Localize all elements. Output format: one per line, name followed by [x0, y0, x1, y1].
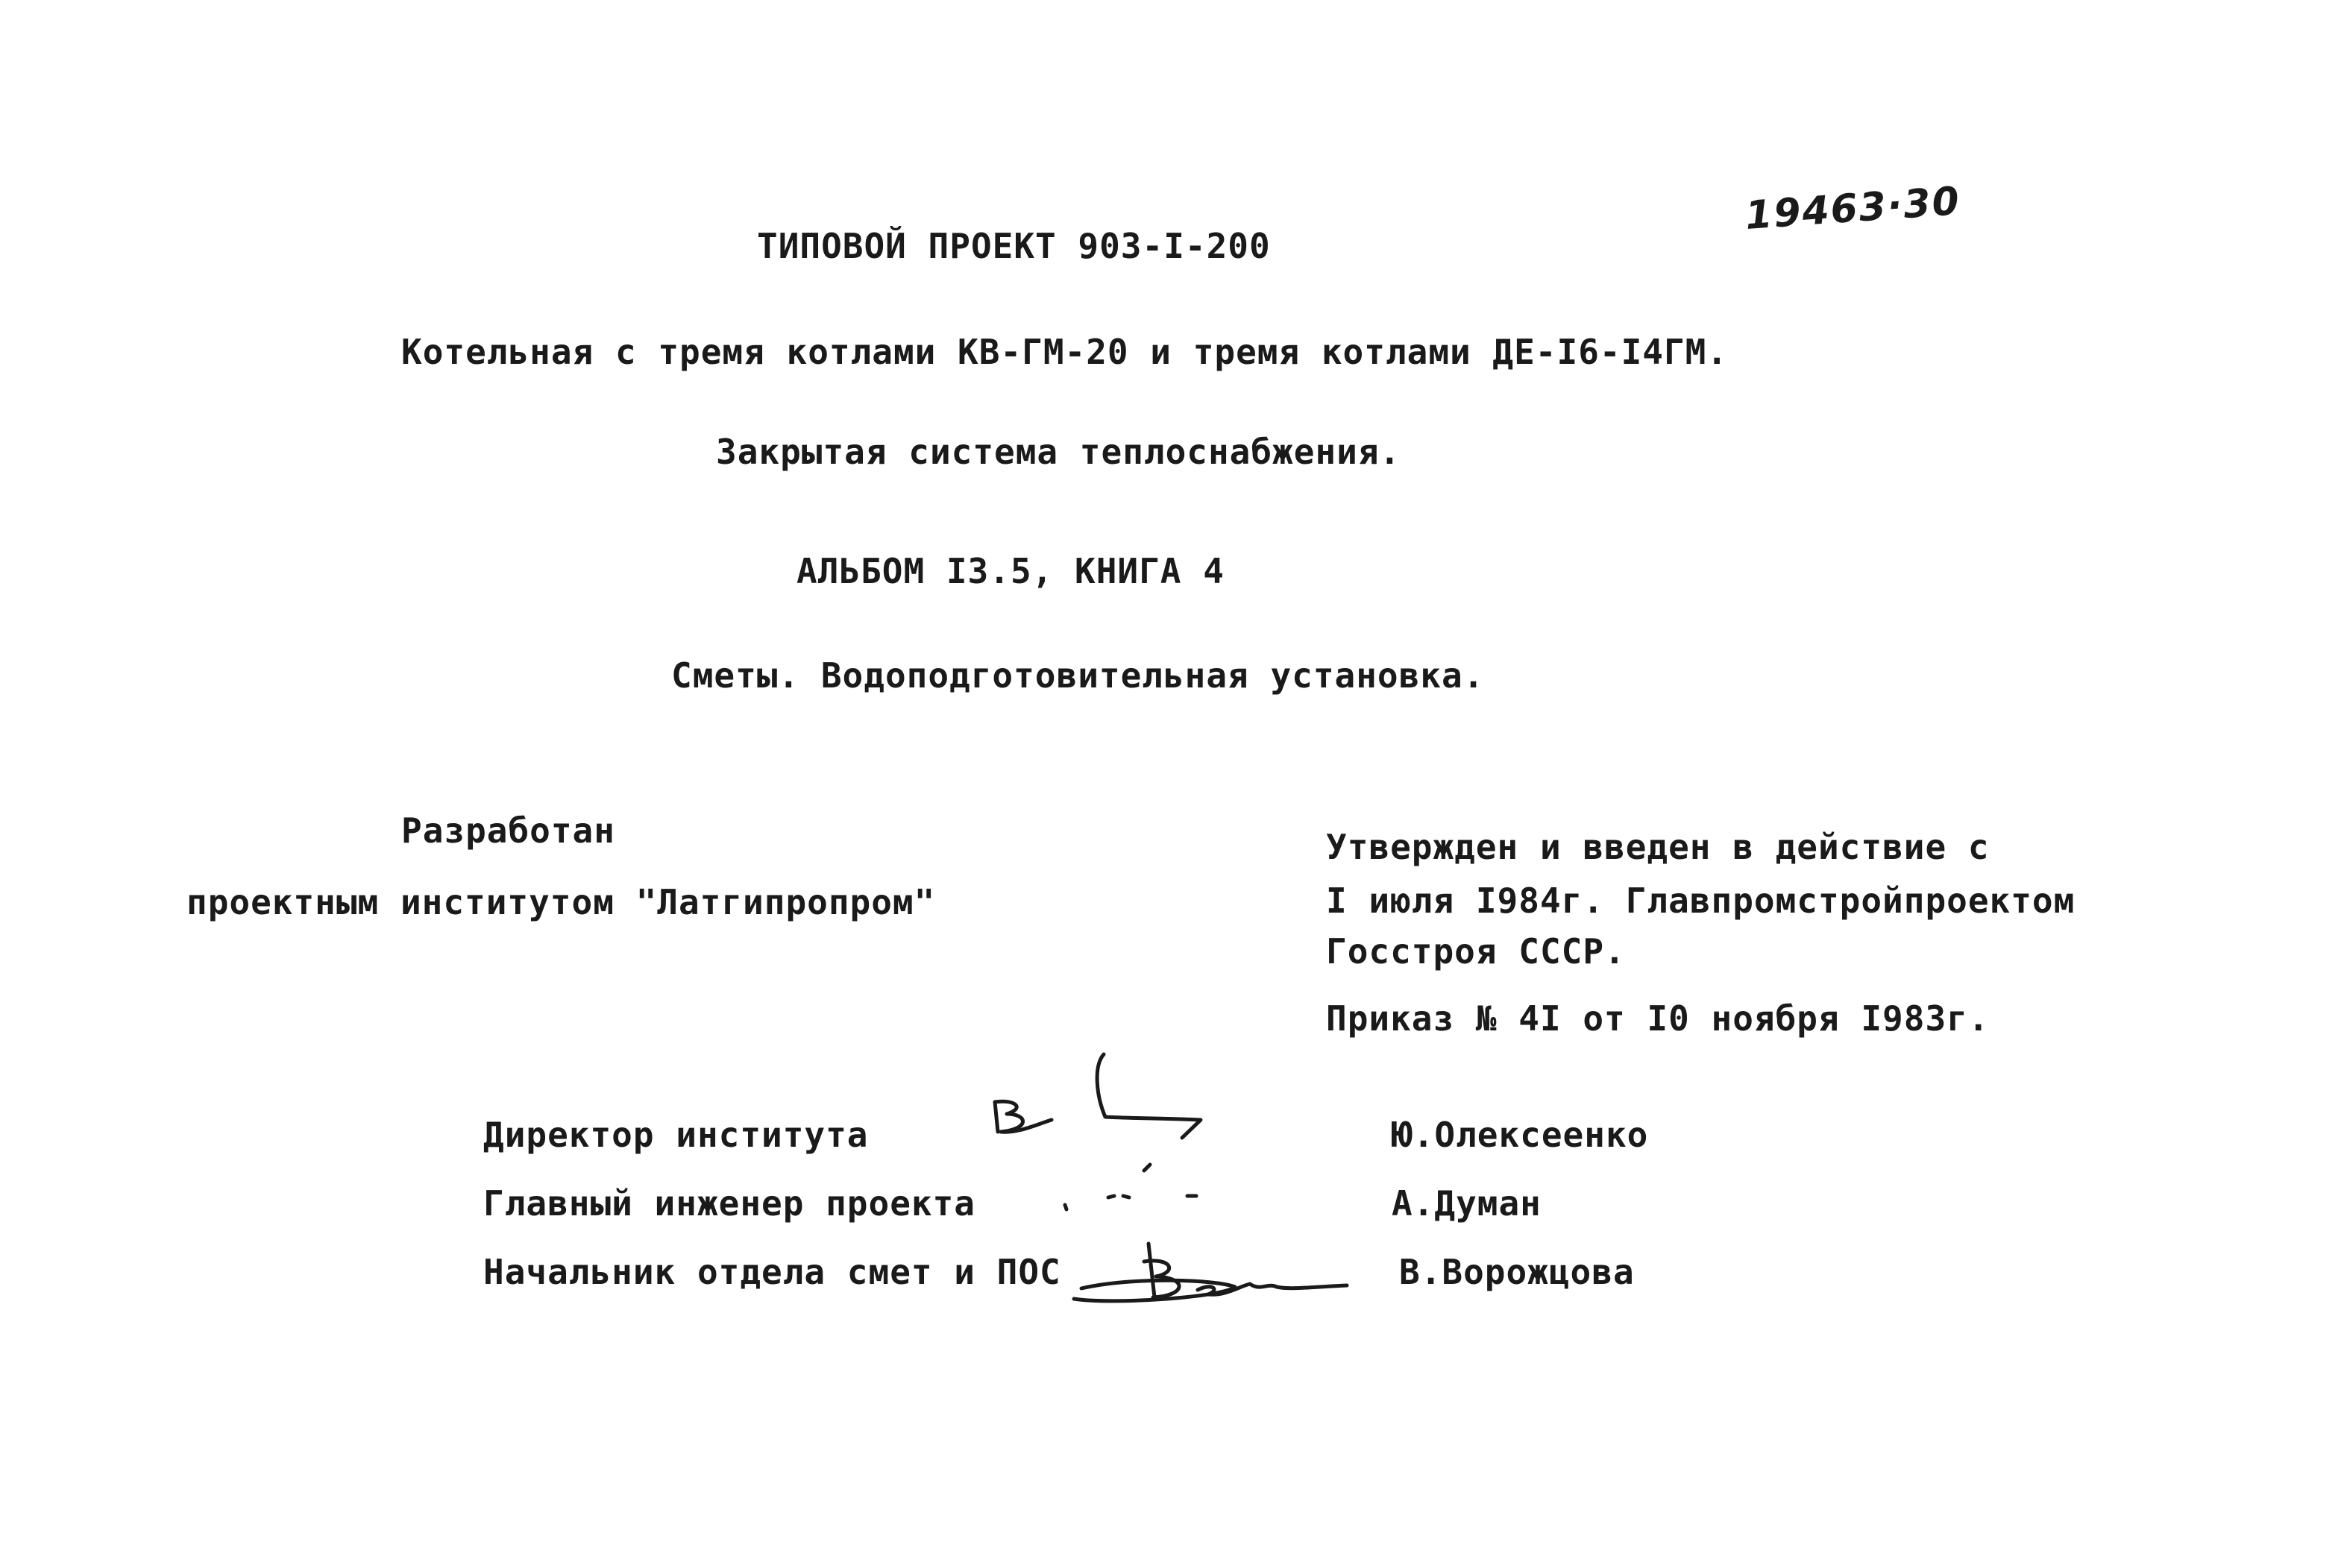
developed-by-institute: проектным институтом "Латгипропром"	[186, 882, 936, 922]
project-title: ТИПОВОЙ ПРОЕКТ 903-I-200	[757, 226, 1271, 266]
signatory-name: В.Ворожцова	[1399, 1252, 1635, 1292]
signatory-title: Главный инженер проекта	[483, 1183, 975, 1224]
project-subject: Котельная с тремя котлами КВ-ГМ-20 и тремя котлами ДЕ-I6-I4ГМ.	[401, 332, 1729, 372]
developed-label: Разработан	[401, 810, 615, 851]
approved-line-1: Утвержден и введен в действие с	[1326, 827, 1990, 867]
signatory-title: Начальник отдела смет и ПОС	[483, 1252, 1061, 1292]
album-contents: Сметы. Водоподготовительная установка.	[671, 655, 1485, 696]
approved-line-2: I июля I984г. Главпромстройпроектом	[1326, 881, 2076, 921]
chief-engineer-signature	[1052, 1163, 1201, 1215]
estimates-head-signature	[1066, 1235, 1357, 1317]
signatory-title: Директор института	[483, 1115, 869, 1155]
signatory-name: Ю.Олексеенко	[1392, 1115, 1649, 1155]
approved-line-3: Госстроя СССР.	[1326, 931, 1626, 972]
director-signature	[984, 1036, 1223, 1148]
heat-supply-system: Закрытая система теплоснабжения.	[716, 432, 1401, 472]
signatory-name: А.Думан	[1392, 1183, 1542, 1224]
approval-order: Приказ № 4I от I0 ноября I983г.	[1326, 998, 1990, 1039]
handwritten-inventory-number: 19463·30	[1744, 178, 1962, 239]
album-number: АЛЬБОМ I3.5, КНИГА 4	[796, 551, 1225, 591]
